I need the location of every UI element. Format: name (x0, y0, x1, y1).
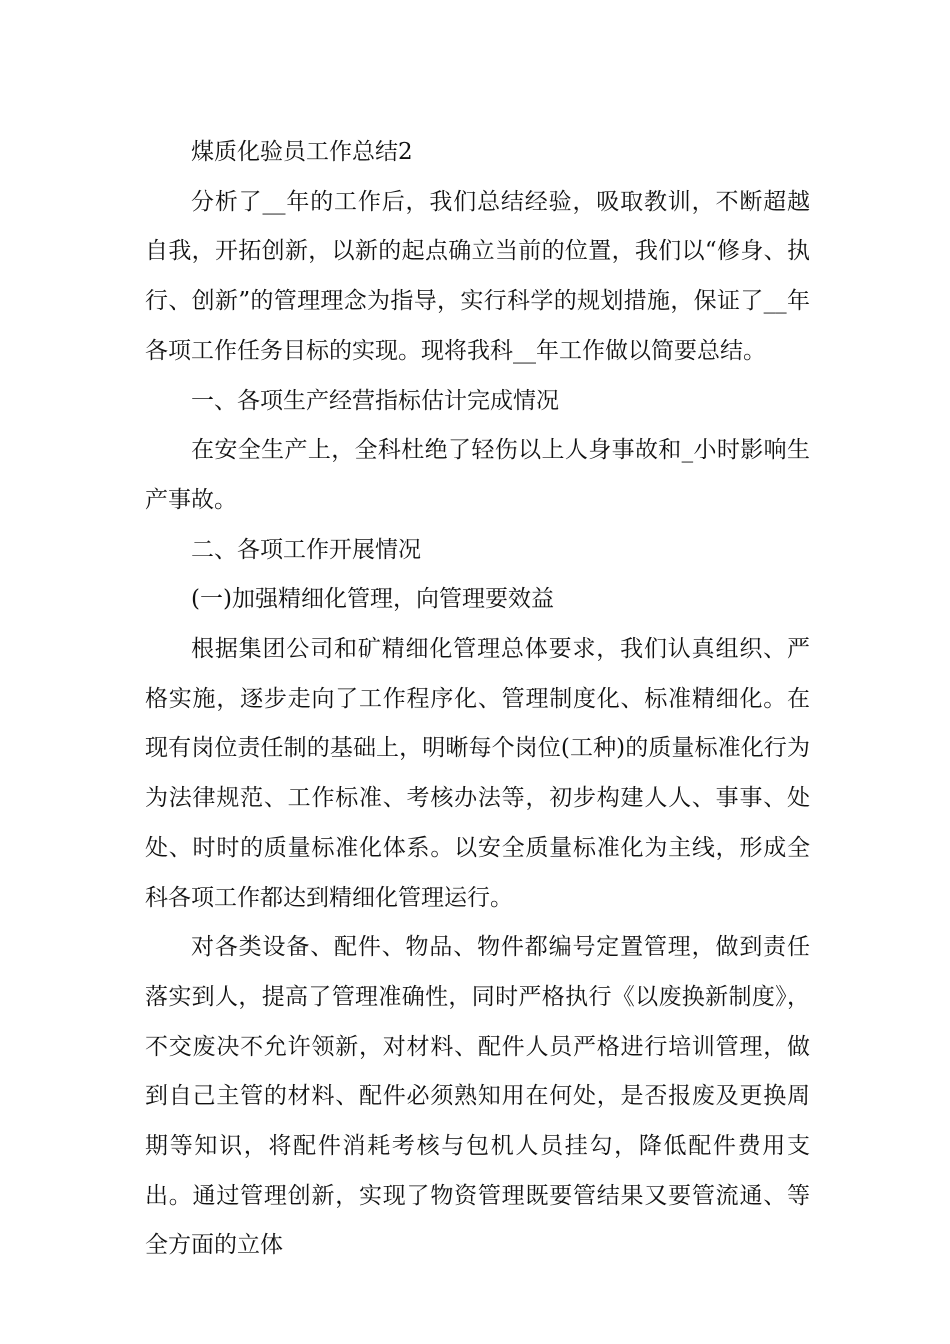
document-title: 煤质化验员工作总结2 (191, 139, 413, 165)
safety-paragraph: 在安全生产上，全科杜绝了轻伤以上人身事故和_小时影响生产事故。 (145, 437, 810, 513)
section-heading-1: 一、各项生产经营指标估计完成情况 (191, 387, 559, 414)
document-body (145, 128, 810, 1271)
management-paragraph: 根据集团公司和矿精细化管理总体要求，我们认真组织、严格实施，逐步走向了工作程序化、管理制度化、标准精细化。在现有岗位责任制的基础上，明晰每个岗位(工种)的质量标准化行为为法律规范、工作标准、考核办法等，初步构建人人、事事、处处、时时的质量标准化体系。以安全质量标准化为主线，形成全科各项工作都达到精细化管理运行。 (145, 636, 810, 911)
section-heading-2: 二、各项工作开展情况 (191, 536, 421, 563)
subsection-heading-1: (一)加强精细化管理，向管理要效益 (191, 586, 554, 613)
equipment-paragraph: 对各类设备、配件、物品、物件都编号定置管理，做到责任落实到人，提高了管理准确性，同时严格执行《以废换新制度》，不交废决不允许领新，对材料、配件人员严格进行培训管理，做到自己主管的材料、配件必须熟知用在何处，是否报废及更换周期等知识，将配件消耗考核与包机人员挂勾，降低配件费用支出。通过管理创新，实现了物资管理既要管结果又要管流通、等全方面的立体 (145, 934, 810, 1259)
intro-paragraph: 分析了__年的工作后，我们总结经验，吸取教训，不断超越自我，开拓创新，以新的起点确立当前的位置，我们以“修身、执行、创新”的管理理念为指导，实行科学的规划措施，保证了__年各项工作任务目标的实现。现将我科__年工作做以简要总结。 (145, 188, 810, 364)
